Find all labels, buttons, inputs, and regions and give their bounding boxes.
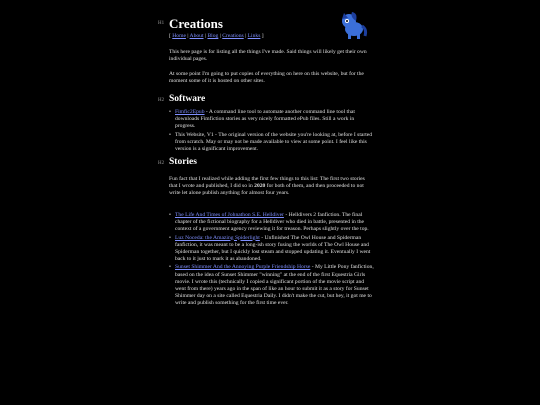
h1-tag: H1 — [158, 21, 165, 26]
story-item-text: - Helldivers 2 fanfiction. The final chapter of the fictional biography for a Helldiver who died in battle, presented in the context of a government agency reviewing it for treason. Perhaps slightly over the top. — [175, 212, 369, 233]
list-item: • This Website, V1 - The original version of the website you're looking at, before I started from scratch. May or may not be made available to view at some point. I feel like this version is a significant improvement. — [169, 131, 373, 153]
story-link-spiderlight[interactable]: Luz Noceda: the Amazing Spiderlight — [175, 234, 260, 241]
nav-links[interactable]: Links — [247, 33, 261, 39]
nav-bar: [ Home | About | Blog | Creations | Links ] — [169, 33, 264, 39]
story-link-helldiver[interactable]: The Life And Times of Johnathon S.E. Helldiver — [175, 212, 284, 218]
list-item: • Luz Noceda: the Amazing Spiderlight - Unfinished The Owl House and Spiderman fanfiction, it was meant to be a long-ish story fusing the worlds of The Owl House and Spiderman together, but I quickly lost steam and stopped updating it. Eventually I went back to it just to mark it as abandoned. — [169, 234, 371, 263]
software-list — [169, 109, 374, 154]
page-title: Creations — [169, 16, 223, 31]
nav-about[interactable]: About — [189, 33, 204, 39]
software-heading: Software — [169, 94, 206, 104]
nav-blog[interactable]: Blog — [207, 33, 219, 39]
list-item: • The Life And Times of Johnathon S.E. Helldiver - Helldivers 2 fanfiction. The final chapter of the fictional biography for a Helldiver who died in battle, presented in the context of a government agency reviewing it for treason. Perhaps slightly over the top. — [169, 212, 369, 233]
h2-tag-stories: H2 — [158, 161, 165, 166]
stories-list — [169, 212, 374, 309]
story-item-text: - My Little Pony fanfiction, based on the idea of Sunset Shimmer "winning" at the end of the first Equestria Girls movie. I wrote this (technically I copied a significant portion of the movie script and went from there) years ago in the span of like an hour to submit it as a story for Sunset Shimmer day on a site called Equestria Daily. I didn't make the cut, but hey, it got me to write and publish something for the first time ever. — [175, 264, 374, 307]
story-link-sunset-shimmer[interactable]: Sunset Shimmer And the Annoying Purple Friendship Horse — [175, 264, 311, 271]
story-item-text: - Unfinished The Owl House and Spiderman fanfiction, it was meant to be a long-ish story fusing the worlds of The Owl House and Spiderman together, but I quickly lost steam and stopped updating it. Eventually I went back to it just to mark it as abandoned. — [175, 234, 371, 263]
software-item-text: - A command line tool to automate another command line tool that downloads Fimfiction stories as very nicely formatted ePub files. Still a work in progress. — [175, 109, 355, 130]
intro-paragraph-1: This here page is for listing all the things I've made. Said things will likely get their own individual pages. — [169, 49, 367, 63]
nav-creations[interactable]: Creations — [222, 33, 244, 39]
year-highlight: 2020 — [254, 183, 266, 190]
h2-tag-software: H2 — [158, 98, 165, 103]
intro-paragraph-2: At some point I'm going to put copies of everything on here on this website, but for the moment some of it is hosted on other sites. — [169, 71, 364, 85]
software-link-fimfic2epub[interactable]: Fimfic2Epub — [175, 109, 205, 115]
list-item: • Sunset Shimmer And the Annoying Purple Friendship Horse - My Little Pony fanfiction, based on the idea of Sunset Shimmer "winning" at the end of the first Equestria Girls movie. I wrote this (technically I copied a significant portion of the movie script and went from there) years ago in the span of like an hour to submit it as a story for Sunset Shimmer day on a site called Equestria Daily. I didn't make the cut, but hey, it got me to write and publish something for the first time ever. — [169, 264, 374, 307]
avatar — [336, 9, 368, 41]
stories-heading: Stories — [169, 157, 197, 167]
nav-home[interactable]: Home — [172, 33, 186, 39]
software-item-text: This Website, V1 - The original version of the website you're looking at, before I started from scratch. May or may not be made available to view at some point. I feel like this version is a significant improvement. — [175, 131, 373, 153]
stories-intro: Fun fact that I realized while adding the first few things to this list: The first two stories that I wrote and published, I did so in 2020 for both of them, and then proceeded to not write let alone publish anything for almost four years. — [169, 176, 365, 197]
list-item: • Fimfic2Epub - A command line tool to automate another command line tool that downloads Fimfiction stories as very nicely formatted ePub files. Still a work in progress. — [169, 109, 355, 130]
